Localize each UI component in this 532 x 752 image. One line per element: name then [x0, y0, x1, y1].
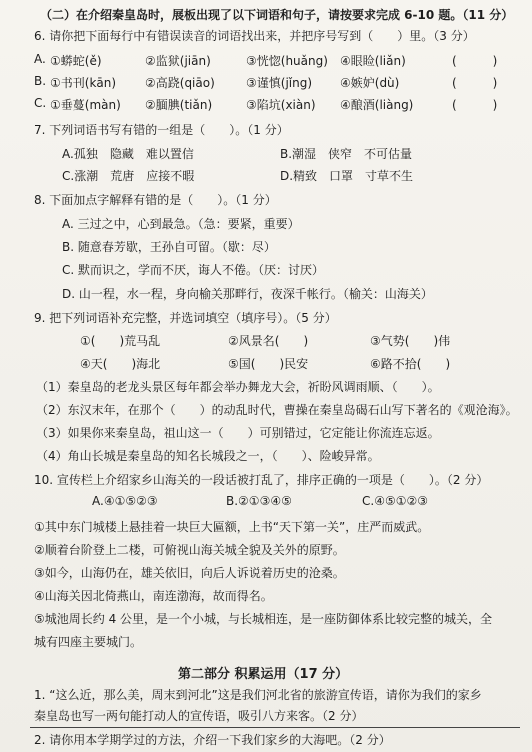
q6-row-a-item4: ④眼睑(liǎn)	[340, 54, 406, 68]
q6-row-c-item2: ②腼腆(tiǎn)	[145, 98, 213, 112]
q6-row-a-answer[interactable]: ( )	[452, 54, 498, 68]
q6-row-a-item2: ②监狱(jiān)	[145, 54, 211, 68]
q6-row-b-item2: ②高跷(qiāo)	[145, 76, 215, 90]
q9-word-2[interactable]: ②风景名( )	[228, 334, 309, 348]
q10-choice-b[interactable]: B.②①③④⑤	[226, 494, 292, 508]
q9-sentence-1: （1）秦皇岛的老龙头景区每年都会举办舞龙大会，祈盼风调雨顺、（ ）。	[36, 380, 440, 394]
q9-sentence-4: （4）角山长城是秦皇岛的知名长城段之一，（ ）、险峻异常。	[36, 449, 380, 463]
q9-sentence-2: （2）东汉末年，在那个（ ）的动乱时代，曹操在秦皇岛碣石山写下著名的《观沧海》。	[36, 403, 518, 417]
q6-row-b-item3: ③谨慎(jǐng)	[246, 76, 313, 90]
section-intro: （二）在介绍秦皇岛时，展板出现了以下词语和句子，请按要求完成 6-10 题。（11 分）	[40, 8, 514, 22]
q9-word-5[interactable]: ⑤国( )民安	[228, 357, 309, 371]
q8-option-b: B. 随意春芳歇，王孙自可留。（歇：尽）	[62, 240, 276, 254]
q8-option-d: D. 山一程，水一程，身向榆关那畔行，夜深千帐行。（榆关：山海关）	[62, 287, 433, 301]
q7-option-d: D.精致 口罩 寸草不生	[280, 169, 414, 183]
q10-line-5: ⑤城池周长约 4 公里，是一个小城，与长城相连，是一座防御体系比较完整的城关，全	[34, 612, 493, 626]
part2-q1-line2: 秦皇岛也写一两句能打动人的宣传语，吸引八方来客。（2 分）	[34, 709, 364, 723]
q6-row-b-answer[interactable]: ( )	[452, 76, 498, 90]
q10-line-3: ③如今，山海仍在，雄关依旧，向后人诉说着历史的沧桑。	[34, 566, 345, 580]
q6-row-a-item3: ③恍惚(huǎng)	[246, 54, 328, 68]
q7-stem: 7. 下列词语书写有错的一组是（ ）。（1 分）	[34, 123, 289, 137]
q6-row-a-label: A.	[34, 52, 46, 66]
q6-row-c-item4: ④酿酒(liàng)	[340, 98, 414, 112]
q10-choice-c[interactable]: C.④⑤①②③	[362, 494, 428, 508]
q10-line-1: ①其中东门城楼上悬挂着一块巨大匾额，上书“天下第一关”，庄严而威武。	[34, 520, 430, 534]
q7-option-c: C.涨潮 荒唐 应接不暇	[62, 169, 195, 183]
q9-word-1[interactable]: ①( )荒马乱	[80, 334, 161, 348]
q10-line-4: ④山海关因北倚燕山，南连渤海，故而得名。	[34, 589, 273, 603]
q6-row-a-item1: ①蟒蛇(ě)	[50, 54, 102, 68]
q8-option-a: A. 三过之中，心到最急。（急：要紧，重要）	[62, 217, 300, 231]
q10-line-2: ②顺着台阶登上二楼，可俯视山海关城全貌及关外的原野。	[34, 543, 345, 557]
part2-q2: 2. 请你用本学期学过的方法，介绍一下我们家乡的大海吧。（2 分）	[34, 733, 391, 747]
q8-option-c: C. 默而识之，学而不厌，诲人不倦。（厌：讨厌）	[62, 263, 325, 277]
q9-sentence-3: （3）如果你来秦皇岛，祖山这一（ ）可别错过，它定能让你流连忘返。	[36, 426, 440, 440]
q6-row-c-label: C.	[34, 96, 47, 110]
q6-row-b-label: B.	[34, 74, 47, 88]
q9-word-6[interactable]: ⑥路不拾( )	[370, 357, 451, 371]
q6-row-c-item3: ③陷坑(xiàn)	[246, 98, 316, 112]
answer-line[interactable]	[30, 727, 520, 728]
q6-row-c-answer[interactable]: ( )	[452, 98, 498, 112]
q10-choice-a[interactable]: A.④①⑤②③	[92, 494, 158, 508]
q6-stem: 6. 请你把下面每行中有错误读音的词语找出来，并把序号写到（ ）里。（3 分）	[34, 29, 475, 43]
q9-word-3[interactable]: ③气势( )伟	[370, 334, 451, 348]
q6-row-b-item1: ①书刊(kān)	[50, 76, 117, 90]
q9-stem: 9. 把下列词语补充完整，并选词填空（填序号）。（5 分）	[34, 311, 337, 325]
q8-stem: 8. 下面加点字解释有错的是（ ）。（1 分）	[34, 193, 277, 207]
q6-row-b-item4: ④嫉妒(dù)	[340, 76, 400, 90]
q9-word-4[interactable]: ④天( )海北	[80, 357, 161, 371]
part2-title: 第二部分 积累运用（17 分）	[178, 667, 349, 682]
part2-q1-line1: 1. “这么近，那么美，周末到河北”这是我们河北省的旅游宣传语，请你为我们的家乡	[34, 688, 482, 702]
q7-option-b: B.潮湿 侠窄 不可估量	[280, 147, 413, 161]
q10-line-6: 城有四座主要城门。	[34, 635, 143, 649]
q6-row-c-item1: ①垂蔓(màn)	[50, 98, 121, 112]
q7-option-a: A.孤独 隐藏 难以置信	[62, 147, 194, 161]
q10-stem: 10. 宣传栏上介绍家乡山海关的一段话被打乱了，排序正确的一项是（ ）。（2 分）	[34, 473, 489, 487]
